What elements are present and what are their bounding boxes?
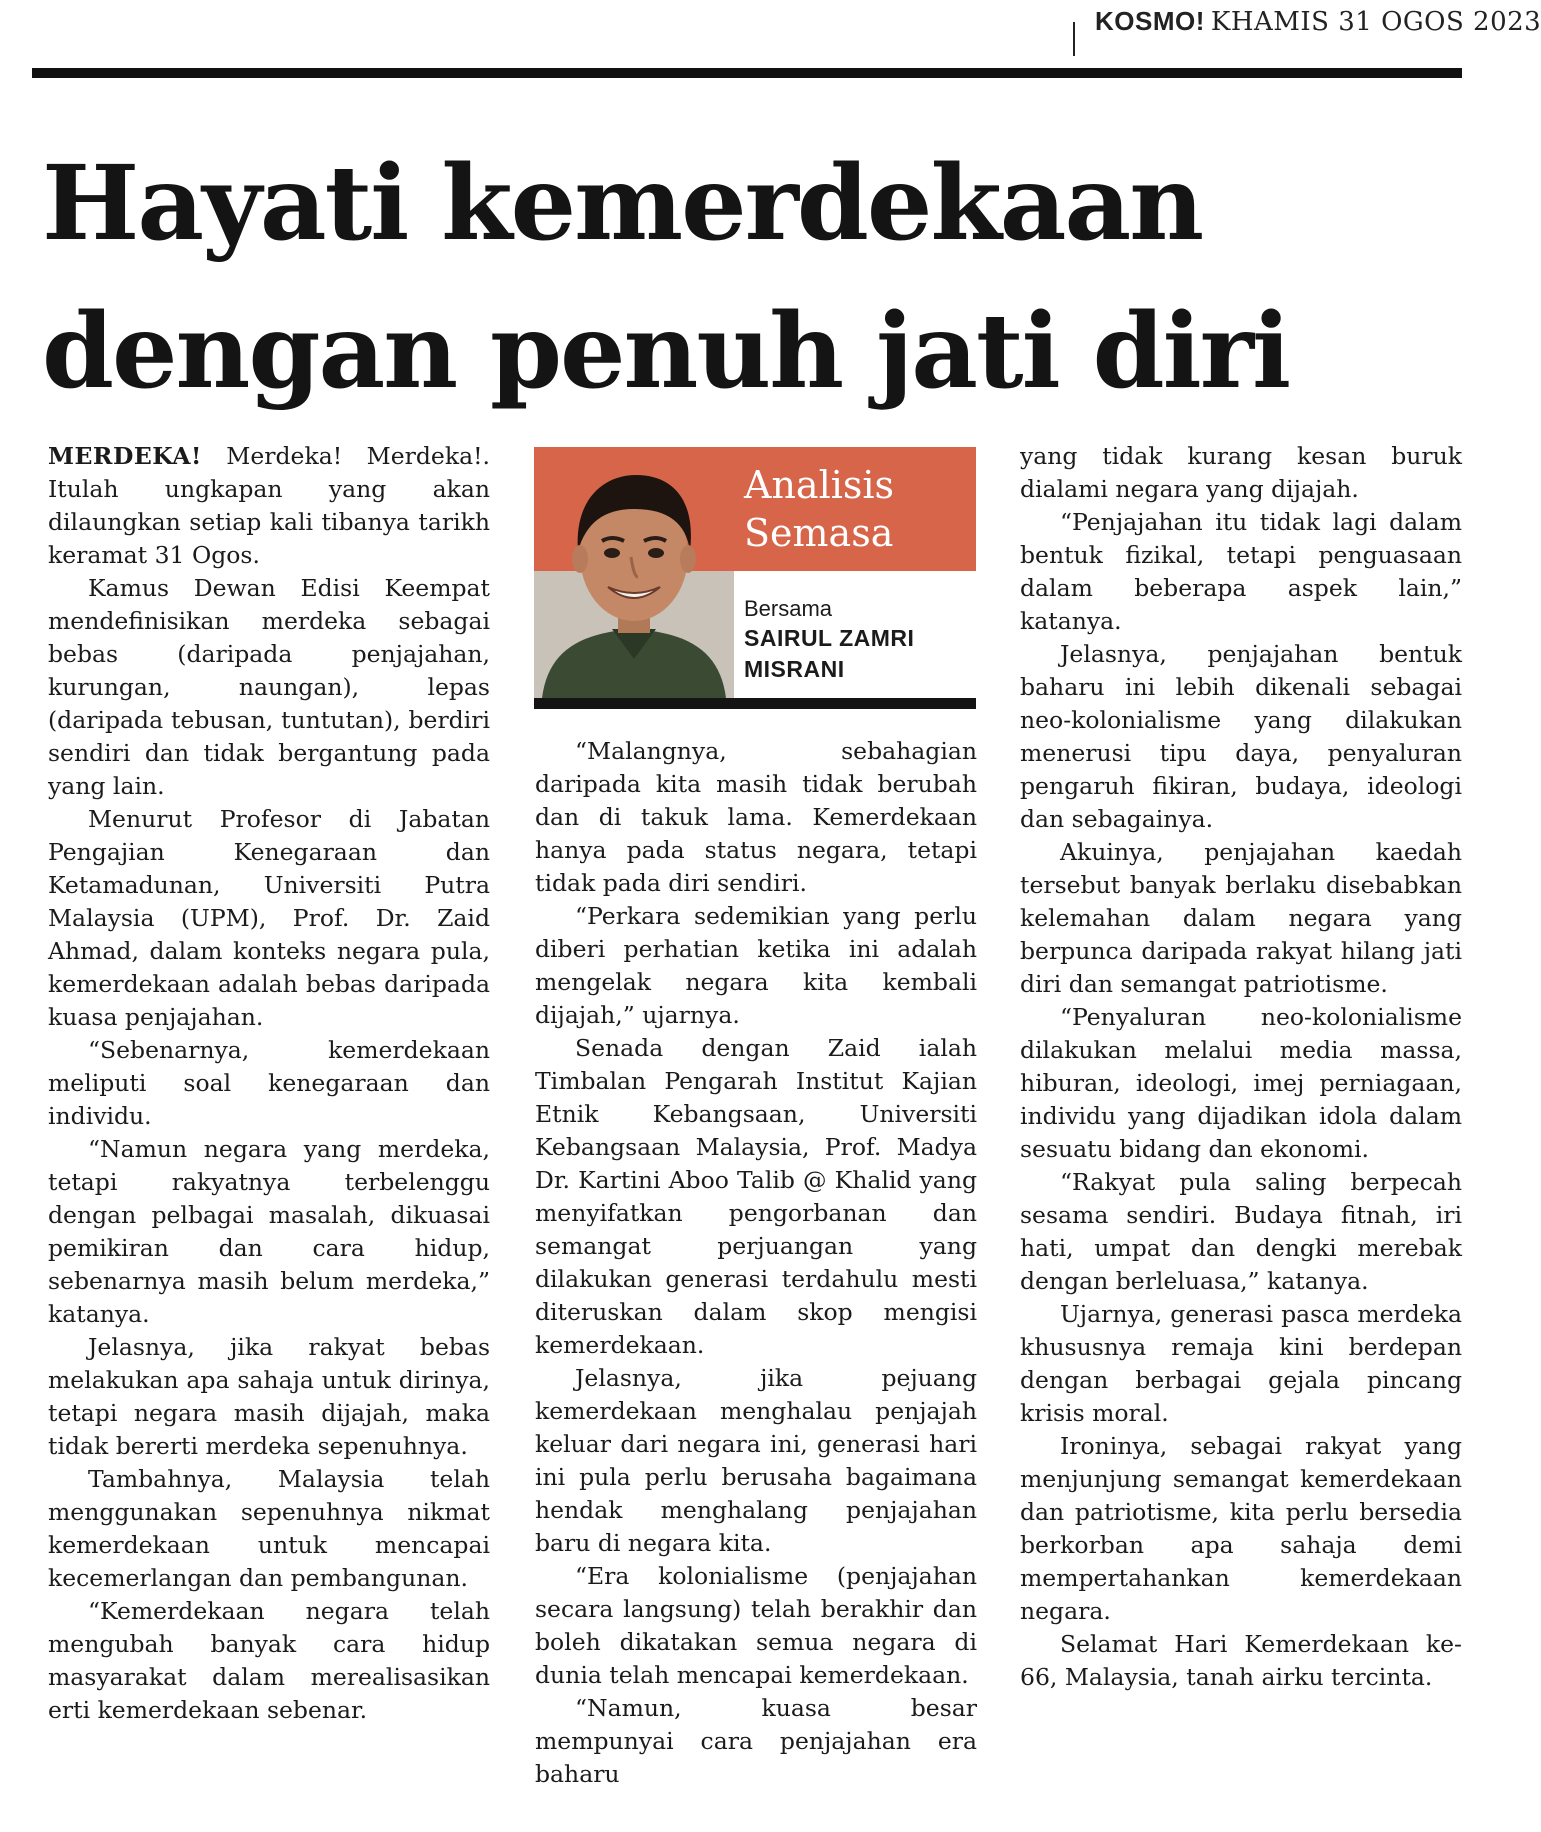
column-box-rule xyxy=(534,698,976,709)
article-kicker: MERDEKA! xyxy=(48,442,202,470)
headline-line-2: dengan penuh jati diri xyxy=(42,291,1290,412)
column-title-line-1: Analisis xyxy=(744,463,895,507)
article-paragraph: yang tidak kurang kesan buruk dialami negara yang dijajah. xyxy=(1020,442,1462,503)
article-column-1 xyxy=(48,440,490,1727)
author-photo xyxy=(534,447,734,698)
article-paragraph: Jelasnya, jika pejuang kemerdekaan menghalau penjajah keluar dari negara ini, generasi hari ini pula perlu berusaha bagaimana hendak menghalang penjajahan baru di negara kita. xyxy=(535,1364,977,1557)
article-paragraph: Jelasnya, jika rakyat bebas melakukan apa sahaja untuk dirinya, tetapi negara masih dijajah, maka tidak bererti merdeka sepenuhnya. xyxy=(48,1333,490,1460)
article-paragraph: “Penjajahan itu tidak lagi dalam bentuk fizikal, tetapi penguasaan dalam beberapa aspek lain,” katanya. xyxy=(1020,508,1462,635)
column-title-line-2: Semasa xyxy=(744,511,894,555)
author-name-line-1: SAIRUL ZAMRI xyxy=(744,625,915,651)
article-paragraph: “Namun negara yang merdeka, tetapi rakyatnya terbelenggu dengan pelbagai masalah, dikuasai pemikiran dan cara hidup, sebenarnya masih belum merdeka,” katanya. xyxy=(48,1135,490,1328)
article-paragraph: Tambahnya, Malaysia telah menggunakan sepenuhnya nikmat kemerdekaan untuk mencapai kecemerlangan dan pembangunan. xyxy=(48,1465,490,1592)
article-paragraph: “Namun, kuasa besar mempunyai cara penjajahan era baharu xyxy=(535,1694,977,1788)
masthead-divider xyxy=(1073,22,1075,56)
article-paragraph: Senada dengan Zaid ialah Timbalan Pengarah Institut Kajian Etnik Kebangsaan, Universiti Kebangsaan Malaysia, Prof. Madya Dr. Kartini Aboo Talib @ Khalid yang menyifatkan pengorbanan dan semangat perjuangan yang dilakukan generasi terdahulu mesti diteruskan dalam skop mengisi kemerdekaan. xyxy=(535,1034,977,1359)
article-paragraph: “Rakyat pula saling berpecah sesama sendiri. Budaya fitnah, iri hati, umpat dan dengki merebak dengan berleluasa,” katanya. xyxy=(1020,1168,1462,1295)
article-paragraph: “Perkara sedemikian yang perlu diberi perhatian ketika ini adalah mengelak negara kita kembali dijajah,” ujarnya. xyxy=(535,902,977,1029)
article-paragraph: Akuinya, penjajahan kaedah tersebut banyak berlaku disebabkan kelemahan dalam negara yang berpunca daripada rakyat hilang jati diri dan semangat patriotisme. xyxy=(1020,838,1462,998)
publication-name: KOSMO! xyxy=(1095,6,1205,36)
article-paragraph: “Malangnya, sebahagian daripada kita masih tidak berubah dan di takuk lama. Kemerdekaan hanya pada status negara, tetapi tidak pada diri sendiri. xyxy=(535,737,977,897)
masthead-text xyxy=(1095,6,1541,37)
headline-line-1: Hayati kemerdekaan xyxy=(42,143,1203,264)
column-byline xyxy=(744,595,976,685)
article-paragraph: Menurut Profesor di Jabatan Pengajian Kenegaraan dan Ketamadunan, Universiti Putra Malaysia (UPM), Prof. Dr. Zaid Ahmad, dalam konteks negara pula, kemerdekaan adalah bebas daripada kuasa penjajahan. xyxy=(48,805,490,1031)
article-paragraph-text: Merdeka! Merdeka!. Itulah ungkapan yang akan dilaungkan setiap kali tibanya tarikh keramat 31 Ogos. xyxy=(48,442,490,569)
article-paragraph: Ujarnya, generasi pasca merdeka khususnya remaja kini berdepan dengan berbagai gejala pincang krisis moral. xyxy=(1020,1300,1462,1427)
byline-with-label: Bersama xyxy=(744,596,833,621)
article-column-3 xyxy=(1020,440,1462,1694)
publication-date: KHAMIS 31 OGOS 2023 xyxy=(1210,7,1541,37)
article-paragraph: “Sebenarnya, kemerdekaan meliputi soal kenegaraan dan individu. xyxy=(48,1036,490,1130)
article-paragraph xyxy=(48,440,490,572)
article-paragraph: Selamat Hari Kemerdekaan ke-66, Malaysia, tanah airku tercinta. xyxy=(1020,1630,1462,1691)
article-paragraph: Kamus Dewan Edisi Keempat mendefinisikan merdeka sebagai bebas (daripada penjajahan, kurungan, naungan), lepas (daripada tebusan, tuntutan), berdiri sendiri dan tidak bergantung pada yang lain. xyxy=(48,574,490,800)
article-paragraph: Ironinya, sebagai rakyat yang menjunjung semangat kemerdekaan dan patriotisme, kita perlu bersedia berkorban apa sahaja demi mempertahankan kemerdekaan negara. xyxy=(1020,1432,1462,1625)
article-paragraph: “Era kolonialisme (penjajahan secara langsung) telah berakhir dan boleh dikatakan semua negara di dunia telah mencapai kemerdekaan. xyxy=(535,1562,977,1689)
top-rule xyxy=(32,68,1462,78)
article-column-2 xyxy=(535,735,977,1791)
column-title xyxy=(744,461,976,557)
article-paragraph: “Kemerdekaan negara telah mengubah banyak cara hidup masyarakat dalam merealisasikan erti kemerdekaan sebenar. xyxy=(48,1597,490,1724)
masthead xyxy=(1073,6,1541,56)
author-name-line-2: MISRANI xyxy=(744,656,845,682)
article-paragraph: Jelasnya, penjajahan bentuk baharu ini lebih dikenali sebagai neo-kolonialisme yang dilakukan menerusi tipu daya, penyaluran pengaruh fikiran, budaya, ideologi dan sebagainya. xyxy=(1020,640,1462,833)
headline xyxy=(42,130,1462,426)
column-box xyxy=(534,447,976,709)
article-paragraph: “Penyaluran neo-kolonialisme dilakukan melalui media massa, hiburan, ideologi, imej perniagaan, individu yang dijadikan idola dalam sesuatu bidang dan ekonomi. xyxy=(1020,1003,1462,1163)
